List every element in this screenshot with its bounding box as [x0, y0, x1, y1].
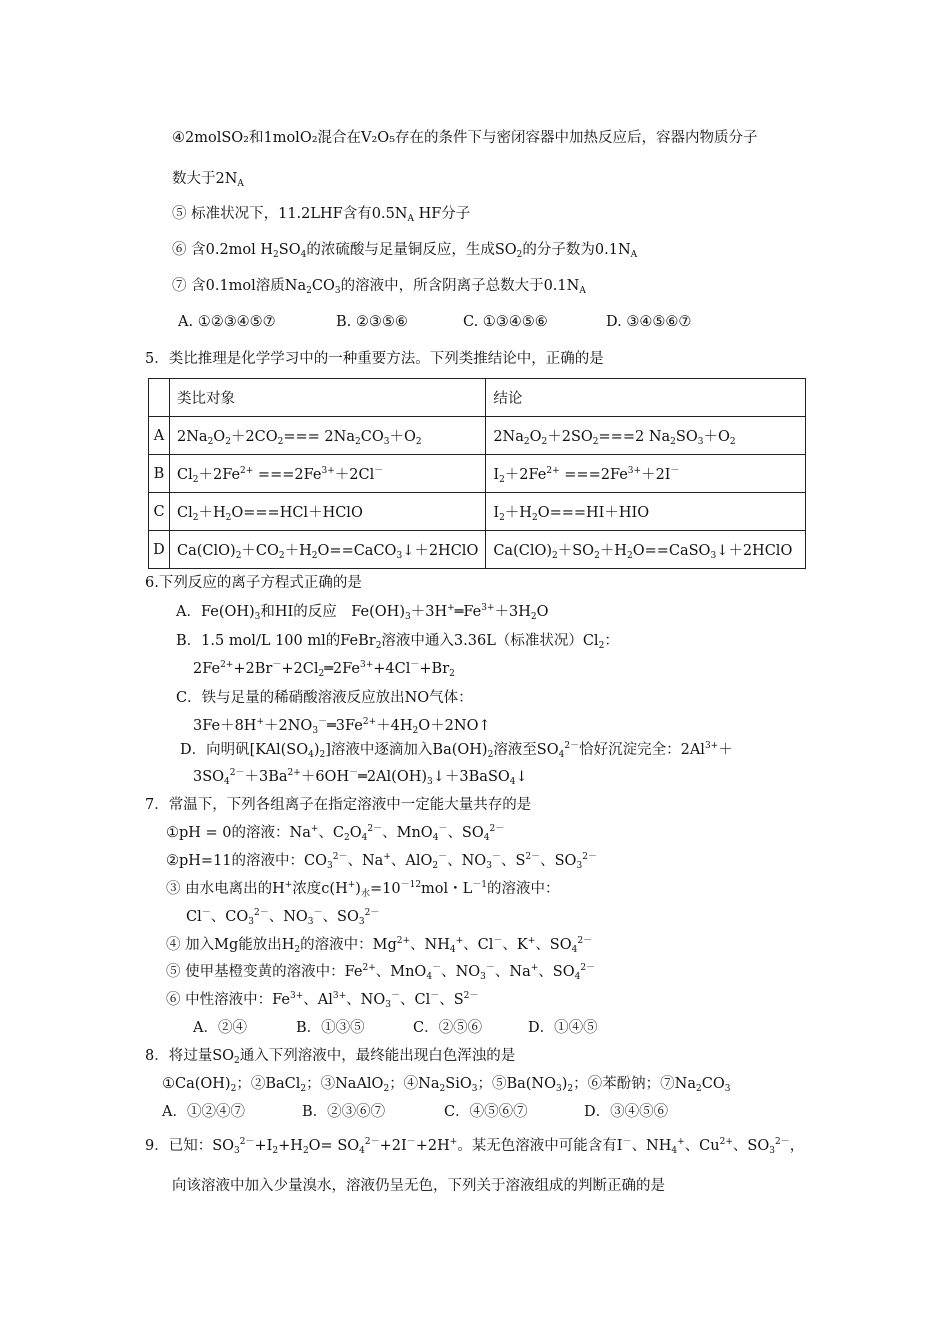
q7-option-c: C．②⑤⑥: [413, 1020, 483, 1036]
table-header-row: [149, 379, 806, 417]
q6-stem: 6.下列反应的离子方程式正确的是: [145, 575, 362, 591]
q6-option-d-line2: $3SO_4^{2-}+3Ba^{2+}+6OH^-═2Al(OH)_3↓+3BaSO_4↓$: [193, 768, 528, 787]
table-row: [149, 417, 806, 455]
q7-option-a: A．②④: [193, 1020, 247, 1036]
row-conclusion: $Ca(ClO)_2+SO_2+H_2O==CaSO_3↓+2HClO$: [486, 531, 806, 569]
q4-option-c: C. ①③④⑤⑥: [463, 314, 548, 330]
q8-items: $①Ca(OH)_2$；②BaCl$_2$；③NaAlO$_2$；$④Na_2SiO_3$；$⑤Ba(NO_3)_2$；⑥苯酚钠；$⑦Na_2CO_3$: [162, 1076, 731, 1094]
q7-item-5: ⑤ 使甲基橙变黄的溶液中：$Fe^{2+}$、MnO$_4$－、$NO_3^-$、Na+、$SO_4^{2-}$: [166, 963, 596, 982]
table-row: [149, 493, 806, 531]
q9-stem-line1: 9．已知：$SO_3^{2-}+I_2+H_2O= SO_4^{2-}+2I^-+2H^+$。某无色溶液中可能含有I－、$NH_4^+$、$Cu^{2+}$、$SO_3^{2-}$，: [145, 1137, 805, 1156]
q4-option-b: B. ②③⑤⑥: [336, 314, 408, 330]
q5-stem: 5．类比推理是化学学习中的一种重要方法。下列类推结论中，正确的是: [145, 351, 604, 367]
q6-option-c-line1: C．铁与足量的稀硝酸溶液反应放出NO气体：: [176, 690, 473, 706]
q8-option-a: A．①②④⑦: [162, 1104, 245, 1120]
table-header-object: 类比对象: [170, 379, 486, 417]
q6-option-b-line2: $2Fe^{2+}+2Br^-+2Cl_2═2Fe^{3+}+4Cl^-+Br_2$: [193, 660, 455, 679]
row-key: B: [149, 455, 170, 493]
q4-item-5: ⑤ 标准状况下，11.2LHF含有$0.5N_A$ HF分子: [172, 206, 471, 224]
q6-option-d-line1: D．向明矾$[KAl(SO_4)_2]$溶液中逐滴加入$Ba(OH)_2$溶液至$SO_4^{2-}$恰好沉淀完全：$2Al^{3+}+$: [180, 741, 733, 760]
q8-stem: 8．将过量$SO_2$通入下列溶液中，最终能出现白色浑浊的是: [145, 1048, 516, 1066]
analogy-table: [148, 378, 806, 569]
row-object: $Cl_2+H_2O===HCl+HClO$: [170, 493, 486, 531]
row-key: A: [149, 417, 170, 455]
q7-item-2: ②pH=11的溶液中：$CO_3^{2-}$、Na+、AlO$_2$－、$NO_3^-$、$S^{2-}$、$SO_3^{2-}$: [166, 852, 597, 871]
row-object: $Cl_2+2Fe^{2+} ===2Fe^{3+}+2Cl^-$: [170, 455, 486, 493]
q4-item-4-line1: ④2molSO₂和1molO₂混合在V₂O₅存在的条件下与密闭容器中加热反应后，容器内物质分子: [172, 130, 758, 146]
q7-item-4: ④ 加入Mg能放出$H_2$的溶液中：$Mg^{2+}$、$NH_4^+$、Cl－、K+、$SO_4^{2-}$: [166, 936, 593, 955]
q7-item-6: ⑥ 中性溶液中：$Fe^{3+}$、$Al^{3+}$、$NO_3^-$、Cl－、$S^{2-}$: [166, 991, 479, 1010]
q6-option-a: A．$Fe(OH)_3$和HI的反应 $Fe(OH)_3+3H^+═Fe^{3+}+3H_2O$: [176, 603, 549, 622]
q6-option-b-line1: B．1.5 mol/L 100 ml的FeBr$_2$溶液中通入3.36L（标准状况）$Cl_2$：: [176, 633, 619, 651]
q8-option-d: D．③④⑤⑥: [584, 1104, 669, 1120]
row-conclusion: $I_2+H_2O===HI+HIO$: [486, 493, 806, 531]
q4-option-d: D. ③④⑤⑥⑦: [606, 314, 692, 330]
table-header-key: [149, 379, 170, 417]
table-row: [149, 455, 806, 493]
q8-option-b: B．②③⑥⑦: [302, 1104, 386, 1120]
q6-option-c-line2: $3Fe+8H^++2NO_3^-═3Fe^{2+}+4H_2O+2NO↑$: [193, 717, 491, 736]
q9-stem-line2: 向该溶液中加入少量溴水，溶液仍呈无色，下列关于溶液组成的判断正确的是: [172, 1178, 665, 1194]
row-object: $Ca(ClO)_2+CO_2+H_2O==CaCO_3↓+2HClO$: [170, 531, 486, 569]
q4-item-6: ⑥ 含0.2mol $H_2SO_4$的浓硫酸与足量铜反应，生成$SO_2$的分子数为$0.1N_A$: [172, 242, 638, 260]
q8-option-c: C．④⑤⑥⑦: [444, 1104, 528, 1120]
q4-option-a: A. ①②③④⑤⑦: [178, 314, 276, 330]
table-header-conclusion: 结论: [486, 379, 806, 417]
row-key: C: [149, 493, 170, 531]
row-object: $2Na_2O_2+2CO_2=== 2Na_2CO_3+O_2$: [170, 417, 486, 455]
row-conclusion: $2Na_2O_2+2SO_2===2$ $Na_2SO_3+O_2$: [486, 417, 806, 455]
row-key: D: [149, 531, 170, 569]
q7-option-d: D．①④⑤: [528, 1020, 598, 1036]
q4-item-7: ⑦ 含0.1mol溶质$Na_2CO_3$的溶液中，所含阴离子总数大于$0.1N_A$: [172, 278, 586, 296]
table-row: [149, 531, 806, 569]
q7-stem: 7．常温下，下列各组离子在指定溶液中一定能大量共存的是: [145, 797, 532, 813]
q7-item-1: ①pH = 0的溶液：Na+、$C_2O_4^{2-}$、MnO$_4$－、$SO_4^{2-}$: [166, 824, 505, 843]
row-conclusion: $I_2+2Fe^{2+} ===2Fe^{3+}+2I^-$: [486, 455, 806, 493]
q7-item-3-line1: ③ 由水电离出的H+浓度$c(H^+)_水=10^{-12}mol$・$L^{-1}$的溶液中：: [166, 880, 560, 899]
q4-item-4-line2: 数大于$2N_A$: [172, 171, 244, 189]
q7-option-b: B．①③⑤: [296, 1020, 365, 1036]
q7-item-3-line2: Cl－、$CO_3^{2-}$、$NO_3^-$、$SO_3^{2-}$: [186, 908, 380, 927]
